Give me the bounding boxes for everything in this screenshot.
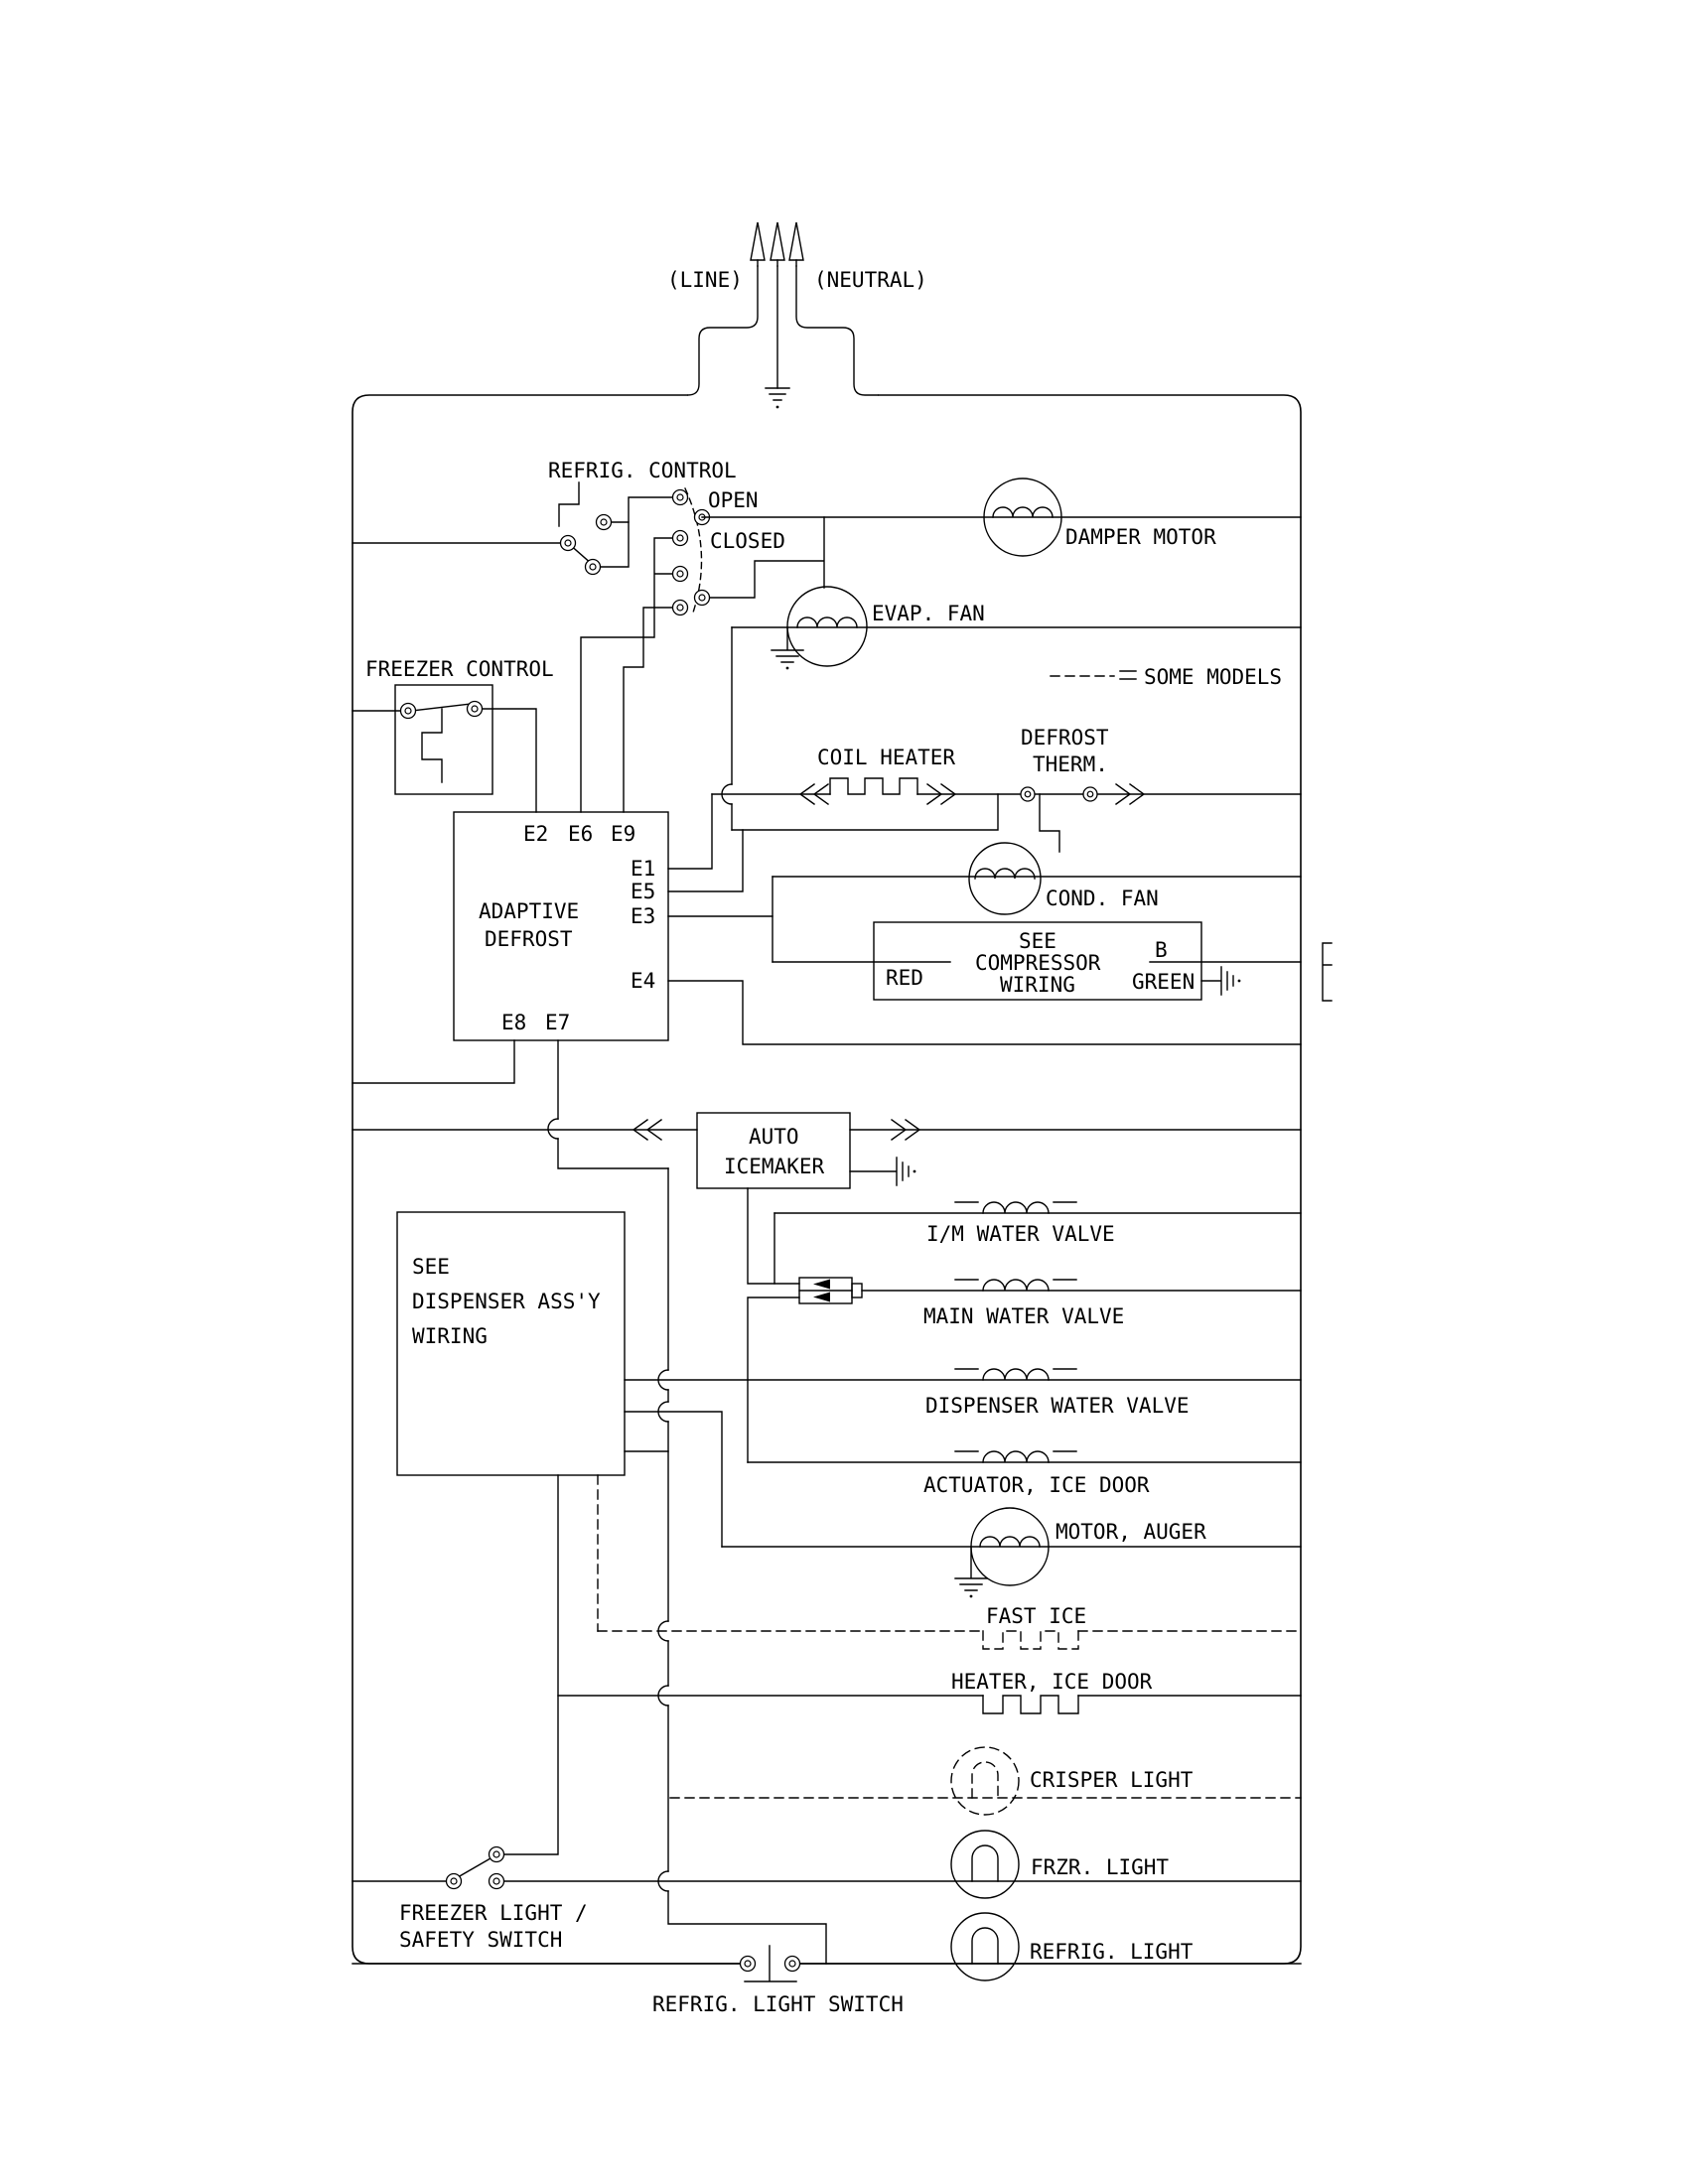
pin-e1: E1 [631,857,656,881]
pin-e7: E7 [545,1011,571,1034]
pin-e9: E9 [611,822,636,846]
refrig-lamp-icon [972,1928,998,1964]
diode-tab [852,1284,862,1297]
fast-ice [598,1604,1301,1649]
border-right [800,395,1301,1964]
heater-resistor-icon [983,1696,1078,1713]
border-left [352,395,740,1964]
defrost-therm-label1: DEFROST [1021,726,1109,750]
defrost-therm-label2: THERM. [1033,752,1108,776]
evap-ground-icon [772,627,803,662]
e6-riser [581,538,680,812]
ground-dot [786,667,789,670]
safety-switch-feed [504,1475,558,1854]
pin-e8: E8 [501,1011,527,1034]
evap-fan-label: EVAP. FAN [872,602,985,625]
refrig-control-wire [593,497,680,567]
enclosure-border [352,395,1301,1964]
refrig-control-label: REFRIG. CONTROL [548,459,737,482]
actuator-coil-icon [955,1451,1076,1462]
legend-label: SOME MODELS [1144,665,1283,689]
fast-ice-heater-icon [983,1631,1078,1649]
auger-winding-icon [980,1537,1040,1547]
red-label: RED [886,966,923,990]
ice-door-heater [558,1670,1301,1713]
compressor-box [773,922,1332,1001]
refrig-switch-label: REFRIG. LIGHT SWITCH [652,1992,904,2016]
refrig-light-circle [951,1913,1019,1980]
diode-icon [813,1280,830,1290]
line-label: (LINE) [667,268,743,292]
feeder-wire [658,1168,826,1964]
damper-winding-icon [993,507,1053,517]
refrig-light-switch [652,1946,904,2016]
switch-blade [458,1858,491,1877]
power-entry [667,222,927,408]
neutral-label: (NEUTRAL) [814,268,927,292]
cond-fan-label: COND. FAN [1046,887,1159,910]
green-label: GREEN [1132,970,1196,994]
dispenser-label3: WIRING [412,1324,488,1348]
ground-dot [776,406,779,409]
adaptive-title1: ADAPTIVE [479,899,580,923]
frzr-lamp-icon [972,1845,998,1881]
dispenser-box [397,1212,722,1854]
compressor-wiring: WIRING [1000,973,1075,997]
auger-label: MOTOR, AUGER [1055,1520,1206,1544]
line-arrow-icon [751,222,765,260]
e7-wire [558,1040,668,1168]
frzr-label: FRZR. LIGHT [1031,1855,1170,1879]
e5-wire [668,830,743,891]
damper-motor-label: DAMPER MOTOR [1065,525,1216,549]
coil-heater-defrost-therm [712,726,1301,852]
ground-dot [970,1595,973,1598]
dispenser-label1: SEE [412,1255,450,1279]
evap-fan [722,587,1301,830]
evap-winding-icon [797,617,857,627]
pin-e2: E2 [523,822,549,846]
legend [1051,665,1282,689]
dispenser-valve-coil-icon [955,1369,1076,1380]
fast-ice-label: FAST ICE [986,1604,1087,1628]
crisper-label: CRISPER LIGHT [1030,1768,1194,1792]
water-valves [625,1202,1301,1462]
frzr-light-circle [951,1831,1019,1898]
auger-ground-icon [955,1547,987,1590]
earth-ground-icon [766,388,789,400]
evap-fan-circle [787,587,867,666]
icemaker-label1: AUTO [749,1125,799,1149]
diode-icon [813,1293,830,1302]
actuator-ice-door [748,1451,1301,1497]
neutral-arrow-icon [789,222,803,260]
crisper-light-circle [951,1747,1019,1815]
equals-icon [1120,671,1136,679]
thermostat-hanger [1040,794,1059,852]
feeder-segments [668,1168,826,1964]
freezer-control-label: FREEZER CONTROL [365,657,554,681]
refrig-control-terminals [561,490,710,615]
safety-switch-label1: FREEZER LIGHT / [399,1901,588,1925]
freezer-control [352,657,554,812]
safety-switch-label2: SAFETY SWITCH [399,1928,563,1952]
freezer-control-box [395,685,492,794]
compressor-name: COMPRESSOR [975,951,1101,975]
dispenser-valve-label: DISPENSER WATER VALVE [925,1394,1190,1418]
ground-dot [1238,980,1241,983]
heater-label: HEATER, ICE DOOR [951,1670,1153,1694]
crisper-lamp-icon [972,1762,998,1798]
arrow-stems [758,260,796,266]
pin-e4: E4 [631,969,656,993]
refrig-control-leader [559,482,579,526]
open-label: OPEN [708,488,759,512]
cond-fan-circle [969,843,1041,914]
im-valve-coil-icon [955,1202,1076,1213]
ground-arrow-icon [771,222,784,260]
defrost-junction-wire [732,794,998,830]
e4-wire [668,981,1301,1044]
adaptive-title2: DEFROST [485,927,573,951]
auto-icemaker [352,1113,1301,1284]
dispenser-label2: DISPENSER ASS'Y [412,1290,601,1313]
ground-dot [914,1170,916,1173]
green-ground-icon [1201,967,1233,995]
icemaker-label2: ICEMAKER [724,1155,825,1178]
pin-e5: E5 [631,880,656,903]
e8-wire [352,1040,514,1083]
pin-e3: E3 [631,904,656,928]
e2-riser [475,709,536,812]
compressor-see: SEE [1019,929,1056,953]
wire-hop [548,1119,558,1139]
e1-wire [668,794,712,869]
freezer-light-safety-switch [352,1847,588,1953]
coil-heater-resistor-icon [830,778,917,794]
edge-connector-icon [1323,943,1332,1001]
im-valve-label: I/M WATER VALVE [926,1222,1115,1246]
coil-heater-label: COIL HEATER [817,746,956,769]
main-valve-coil-icon [955,1280,1076,1291]
thermostat-zigzag [422,709,442,782]
icemaker-ground-icon [850,1158,909,1185]
damper-motor [702,478,1301,556]
closed-label: CLOSED [710,529,785,553]
main-valve-label: MAIN WATER VALVE [923,1304,1125,1328]
auger-feed [625,1412,722,1547]
icemaker-output-wire [748,1188,799,1284]
b-label: B [1155,938,1168,962]
refrig-light-label: REFRIG. LIGHT [1030,1940,1194,1964]
actuator-label: ACTUATOR, ICE DOOR [923,1473,1150,1497]
e9-riser [624,608,680,812]
pin-e6: E6 [568,822,594,846]
auger-motor [722,1508,1301,1597]
